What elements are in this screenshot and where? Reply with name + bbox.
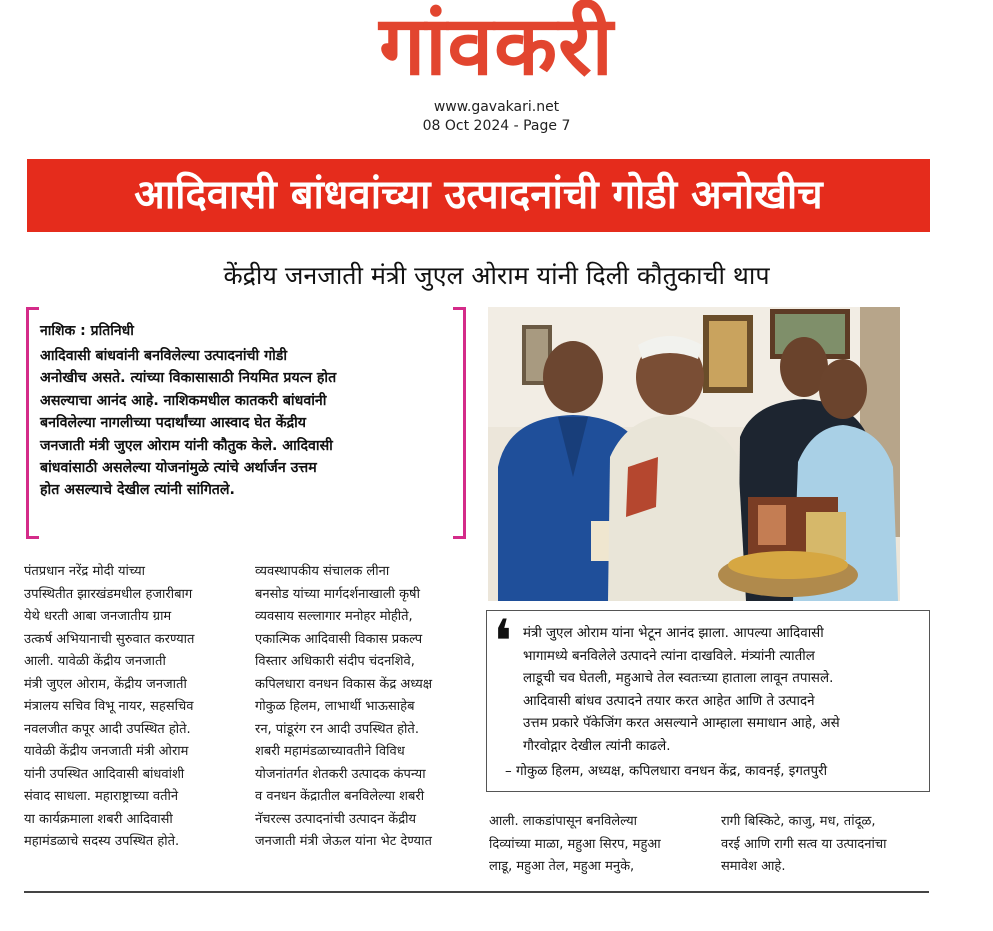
news-photo-illustration xyxy=(488,307,900,601)
lead-box xyxy=(26,307,466,533)
article-headline: आदिवासी बांधवांच्या उत्पादनांची गोडी अनोखीच xyxy=(27,159,930,232)
lead-bracket-left xyxy=(26,307,39,539)
article-subheadline: केंद्रीय जनजाती मंत्री जुएल ओराम यांनी दिली कौतुकाची थाप xyxy=(223,261,770,290)
quote-mark-icon: ❛ xyxy=(493,607,513,677)
quote-text: मंत्री जुएल ओराम यांना भेटून आनंद झाला. आपल्या आदिवासी भागामध्ये बनविलेले उत्पादने त्यांना दाखविले. मंत्र्यांनी त्यातील लाडूची चव घेतली, महुआचे तेल स्वतःच्या हाताला लावून तपासले. आदिवासी बांधव उत्पादने तयार करत आहेत आणि ते उत्पादने उत्तम प्रकारे पॅकेजिंग करत असल्याने आम्हाला समाधान आहे, असे गौरवोद्गार देखील त्यांनी काढले. xyxy=(523,626,840,754)
pull-quote xyxy=(486,607,930,792)
quote-attribution: – गोकुळ हिलम, अध्यक्ष, कपिलधारा वनधन केंद्र, कावनई, इगतपुरी xyxy=(505,764,828,779)
site-url: www.gavakari.net xyxy=(433,99,560,115)
edition-date: 08 Oct 2024 - Page 7 xyxy=(422,118,571,134)
lead-paragraph: आदिवासी बांधवांनी बनविलेल्या उत्पादनांची गोडी अनोखीच असते. त्यांच्या विकासासाठी नियमित प्रयत्न होत असल्याचा आनंद आहे. नाशिकमधील कातकरी बांधवांनी बनविलेल्या नागलीच्या पदार्थांच्या आस्वाद घेत केंद्रीय जनजाती मंत्री जुएल ओराम यांनी कौतुक केले. आदिवासी बांधवांसाठी असलेल्या योजनांमुळे त्यांचे अर्थार्जन उत्तम होत असल्याचे देखील त्यांनी सांगितले. xyxy=(40,348,337,499)
masthead-logo: गांवकरी xyxy=(379,0,614,94)
body-column-3: आली. लाकडांपासून बनविलेल्या दिव्यांच्या माळा, महुआ सिरप, महुआ लाडू, महुआ तेल, महुआ मनुके, xyxy=(489,814,661,874)
body-column-4: रागी बिस्किटे, काजु, मध, तांदूळ, वरई आणि रागी सत्व या उत्पादनांचा समावेश आहे. xyxy=(721,814,887,874)
bottom-divider xyxy=(24,891,929,893)
body-column-1: पंतप्रधान नरेंद्र मोदी यांच्या उपस्थितीत झारखंडमधील हजारीबाग येथे धरती आबा जनजातीय ग्राम उत्कर्ष अभियानाची सुरुवात करण्यात आली. यावेळी केंद्रीय जनजाती मंत्री जुएल ओराम, केंद्रीय जनजाती मंत्रालय सचिव विभू नायर, सहसचिव नवलजीत कपूर आदी उपस्थित होते. यावेळी केंद्रीय जनजाती मंत्री ओराम यांनी उपस्थित आदिवासी बांधवांशी संवाद साधला. महाराष्ट्राच्या वतीने या कार्यक्रमाला शबरी आदिवासी महामंडळाचे सदस्य उपस्थित होते. xyxy=(24,564,195,849)
body-column-2: व्यवस्थापकीय संचालक लीना बनसोड यांच्या मार्गदर्शनाखाली कृषी व्यवसाय सल्लागार मनोहर मोहीते, एकात्मिक आदिवासी विकास प्रकल्प विस्तार अधिकारी संदीप चंदनशिवे, कपिलधारा वनधन विकास केंद्र अध्यक्ष गोकुळ हिलम, लाभार्थी भाऊसाहेब रन, पांडूरंग रन आदी उपस्थित होते. शबरी महामंडळाच्यावतीने विविध योजनांतर्गत शेतकरी उत्पादक कंपन्या व वनधन केंद्रातील बनविलेल्या शबरी नॅचरल्स उत्पादनांची उत्पादन केंद्रीय जनजाती मंत्री जेऊल यांना भेट देण्यात xyxy=(255,564,433,849)
dateline: नाशिक : प्रतिनिधी xyxy=(40,323,134,339)
news-photo xyxy=(488,307,900,601)
